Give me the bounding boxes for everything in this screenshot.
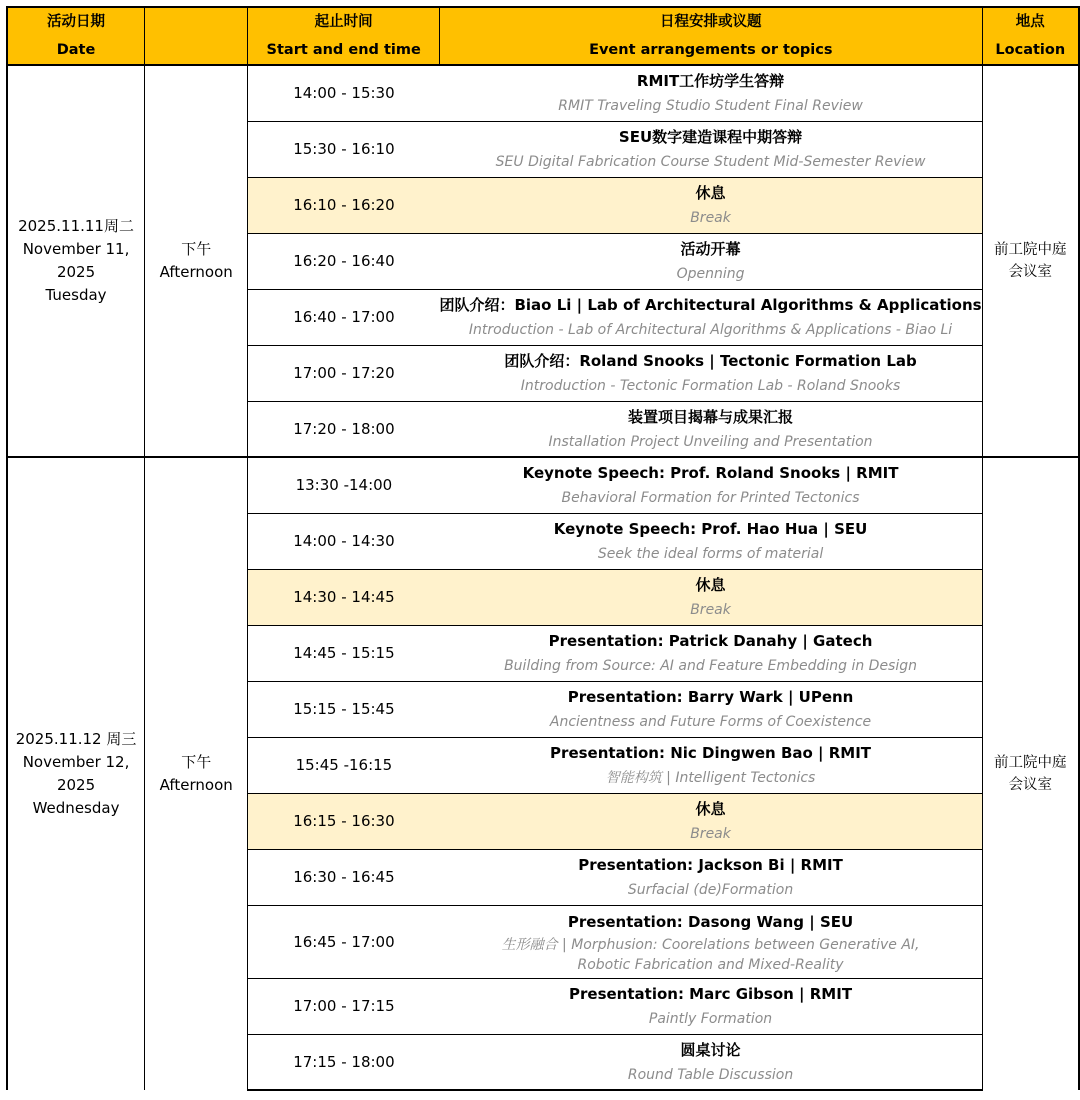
session-time: 17:00 - 17:15 [248,978,440,1034]
session-title: 装置项目揭幕与成果汇报 [628,407,794,426]
session-subtitle: Introduction - Lab of Architectural Algorithms & Applications - Biao Li [468,322,953,338]
session-topic [439,401,982,457]
day-location-line: 前工院中庭 [994,755,1067,771]
day-period-line: 下午 [181,753,212,771]
schedule-table [6,6,1080,1091]
session-subtitle: Round Table Discussion [627,1066,794,1083]
header-location-cn: 地点 [1015,14,1045,30]
session-title: 团队介绍：Biao Li | Lab of Architectural Algorithms & Applications [439,296,982,314]
session-time: 16:30 - 16:45 [248,849,440,905]
day-date-line: Tuesday [45,286,107,304]
day-location-line: 前工院中庭 [994,242,1067,258]
session-title: Presentation: Jackson Bi | RMIT [578,856,843,874]
session-topic [439,233,982,289]
session-time: 14:30 - 14:45 [248,569,440,625]
day-location-line: 会议室 [1008,264,1053,280]
session-title: 团队介绍：Roland Snooks | Tectonic Formation Lab [504,352,917,370]
header-date-en: Date [56,42,96,58]
session-time: 16:45 - 17:00 [248,905,440,978]
session-time: 17:00 - 17:20 [248,345,440,401]
session-subtitle: Robotic Fabrication and Mixed-Reality [577,956,844,973]
session-topic [439,905,982,978]
session-topic [439,1034,982,1090]
header-date [7,7,145,65]
day-date-cell [7,457,145,1090]
day-period-cell [145,457,248,1090]
session-title: 休息 [695,576,726,594]
session-title: Presentation: Nic Dingwen Bao | RMIT [550,744,872,762]
session-time: 17:20 - 18:00 [248,401,440,457]
header-time-en: Start and end time [266,42,421,58]
session-title: 休息 [695,800,726,818]
session-time: 16:15 - 16:30 [248,793,440,849]
header-period [145,7,248,65]
session-title: Keynote Speech: Prof. Roland Snooks | RMIT [522,464,899,483]
day-date-line: 2025.11.12 周三 [15,730,137,748]
day-date-line: 2025 [56,263,96,281]
session-topic [439,625,982,681]
session-topic [439,513,982,569]
day-date-line: November 11, [22,240,130,258]
session-time: 15:15 - 15:45 [248,681,440,737]
session-subtitle: Building from Source: AI and Feature Embedding in Design [504,658,917,674]
session-topic [439,793,982,849]
session-title: 圆桌讨论 [680,1040,741,1059]
header-topic [439,7,982,65]
session-topic [439,569,982,625]
day-date-line: 2025.11.11周二 [18,217,134,235]
session-time: 13:30 -14:00 [248,457,440,513]
day-date-cell [7,65,145,457]
session-time: 16:40 - 17:00 [248,289,440,345]
header-topic-cn: 日程安排或议题 [660,14,762,30]
day-date-line: Wednesday [32,799,120,817]
session-subtitle: Surfacial (de)Formation [627,882,794,898]
session-subtitle: Openning [676,266,745,282]
session-title: SEU数字建造课程中期答辩 [618,128,803,146]
header-location-en: Location [995,42,1066,58]
session-subtitle: Introduction - Tectonic Formation Lab - Roland Snooks [520,378,901,394]
header-time [248,7,440,65]
session-topic [439,289,982,345]
session-title: Presentation: Barry Wark | UPenn [567,688,854,706]
session-topic [439,681,982,737]
session-subtitle: SEU Digital Fabrication Course Student Mid-Semester Review [495,154,926,170]
session-time: 14:00 - 14:30 [248,513,440,569]
session-title: Presentation: Marc Gibson | RMIT [569,985,853,1003]
header-topic-en: Event arrangements or topics [589,42,833,58]
session-topic [439,177,982,233]
session-subtitle: Seek the ideal forms of material [597,546,824,562]
session-title: Presentation: Patrick Danahy | Gatech [548,632,873,650]
day-period-line: 下午 [181,240,212,258]
day-period-line: Afternoon [159,776,233,794]
session-topic [439,345,982,401]
session-topic [439,121,982,177]
day-location-cell [982,65,1079,457]
day-date-line: November 12, [22,753,130,771]
session-time: 15:45 -16:15 [248,737,440,793]
session-subtitle: Ancientness and Future Forms of Coexistence [549,714,872,730]
session-title: 休息 [695,184,726,202]
session-topic [439,65,982,121]
session-time: 16:20 - 16:40 [248,233,440,289]
session-subtitle: Break [690,602,731,618]
session-subtitle: Installation Project Unveiling and Presentation [548,433,873,450]
session-topic [439,849,982,905]
session-title: 活动开幕 [680,240,741,258]
schedule-header [7,7,1079,65]
day-date-line: 2025 [56,776,96,794]
session-row [7,65,1079,121]
session-time: 14:45 - 15:15 [248,625,440,681]
day-location-cell [982,457,1079,1090]
session-topic [439,978,982,1034]
header-location [982,7,1079,65]
session-title: Presentation: Dasong Wang | SEU [567,912,854,931]
session-subtitle: RMIT Traveling Studio Student Final Review [558,98,863,115]
session-subtitle: Break [690,210,731,226]
session-topic [439,457,982,513]
session-time: 16:10 - 16:20 [248,177,440,233]
session-subtitle: Behavioral Formation for Printed Tectonics [561,490,860,507]
session-time: 14:00 - 15:30 [248,65,440,121]
session-title: Keynote Speech: Prof. Hao Hua | SEU [553,520,868,538]
day-period-line: Afternoon [159,263,233,281]
session-time: 17:15 - 18:00 [248,1034,440,1090]
session-topic [439,737,982,793]
session-subtitle: Paintly Formation [648,1011,773,1027]
session-subtitle: Break [690,826,731,842]
session-subtitle: 生形融合 | Morphusion: Coorelations between Generative AI, [501,936,920,953]
header-date-cn: 活动日期 [47,14,106,30]
day-location-line: 会议室 [1008,777,1053,793]
day-period-cell [145,65,248,457]
header-time-cn: 起止时间 [314,14,373,30]
session-subtitle: 智能构筑 | Intelligent Tectonics [605,770,816,786]
schedule-body [7,65,1079,1090]
session-time: 15:30 - 16:10 [248,121,440,177]
session-title: RMIT工作坊学生答辩 [636,72,785,91]
session-row [7,457,1079,513]
